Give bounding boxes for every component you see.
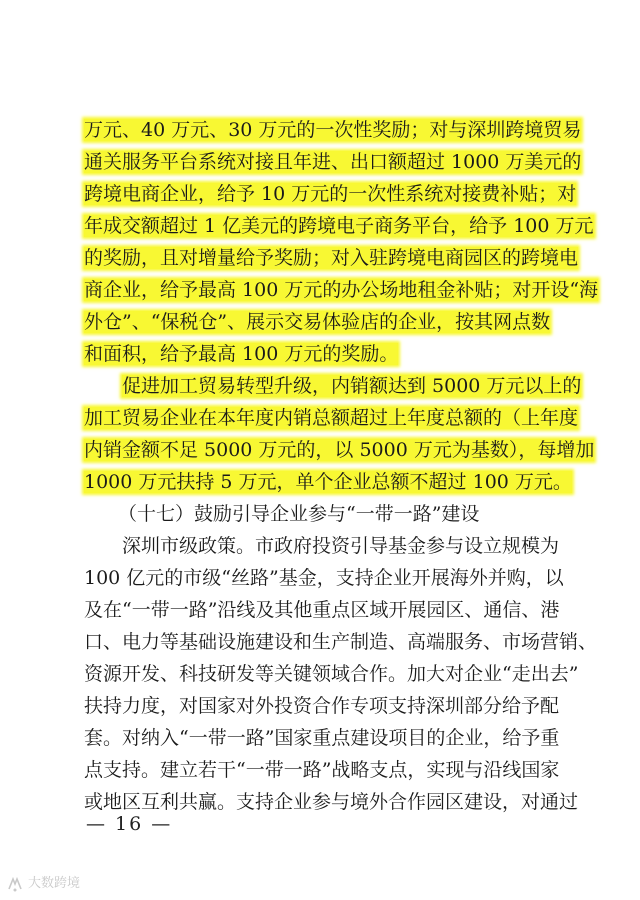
text-line-14: 100 亿元的市级“丝路”基金，支持企业开展海外并购，以 [84, 567, 564, 589]
highlighted-text: 和面积，给予最高 100 万元的奖励。 [84, 343, 399, 365]
highlighted-text: 年成交额超过 1 亿美元的跨境电子商务平台，给予 100 万元 [84, 215, 594, 237]
text-line-4 [84, 211, 594, 241]
highlighted-text: 商企业，给予最高 100 万元的办公场地租金补贴；对开设“海 [84, 279, 599, 301]
text-line-7 [84, 307, 550, 337]
highlighted-text: 1000 万元扶持 5 万元，单个企业总额不超过 100 万元。 [84, 471, 572, 493]
highlighted-text: 加工贸易企业在本年度内销总额超过上年度总额的（上年度 [84, 407, 579, 429]
text-line-9 [122, 371, 581, 401]
text-line-20: 点支持。建立若干“一带一路”战略支点，实现与沿线国家 [84, 759, 560, 781]
text-line-10 [84, 403, 578, 433]
highlighted-text: 外仓”、“保税仓”、展示交易体验店的企业，按其网点数 [84, 311, 551, 333]
text-line-17: 资源开发、科技研发等关键领域合作。加大对企业“走出去” [84, 663, 579, 685]
text-line-18: 扶持力度，对国家对外投资合作专项支持深圳部分给予配 [84, 695, 560, 717]
watermark-logo-icon [6, 875, 24, 893]
highlighted-text: 的奖励，且对增量给予奖励；对入驻跨境电商园区的跨境电 [84, 247, 579, 269]
text-line-3 [84, 179, 576, 209]
watermark [6, 874, 80, 894]
text-line-13: 深圳市级政策。市政府投资引导基金参与设立规模为 [122, 535, 560, 557]
text-line-16: 口、电力等基础设施建设和生产制造、高端服务、市场营销、 [84, 631, 598, 653]
highlighted-text: 促进加工贸易转型升级，内销额达到 5000 万元以上的 [122, 375, 582, 397]
watermark-text: 大数跨境 [28, 876, 81, 891]
text-line-15: 及在“一带一路”沿线及其他重点区域开展园区、通信、港 [84, 599, 560, 621]
highlighted-text: 通关服务平台系统对接且年进、出口额超过 1000 万美元的 [84, 151, 582, 173]
text-line-21: 或地区互利共赢。支持企业参与境外合作园区建设，对通过 [84, 791, 579, 813]
highlighted-text: 万元、40 万元、30 万元的一次性奖励；对与深圳跨境贸易 [84, 119, 582, 141]
highlighted-text: 跨境电商企业，给予 10 万元的一次性系统对接费补贴；对 [84, 183, 577, 205]
highlighted-text: 内销金额不足 5000 万元的，以 5000 万元为基数），每增加 [84, 439, 595, 461]
text-line-19: 套。对纳入“一带一路”国家重点建设项目的企业，给予重 [84, 727, 560, 749]
page-number: — 16 — [86, 813, 173, 835]
text-line-8 [84, 339, 398, 369]
text-line-11 [84, 435, 594, 465]
text-line-12 [84, 467, 572, 497]
text-line-1 [84, 115, 581, 145]
section-heading: （十七）鼓励引导企业参与“一带一路”建设 [118, 503, 480, 525]
text-line-2 [84, 147, 581, 177]
text-line-5 [84, 243, 578, 273]
text-line-6 [84, 275, 598, 305]
